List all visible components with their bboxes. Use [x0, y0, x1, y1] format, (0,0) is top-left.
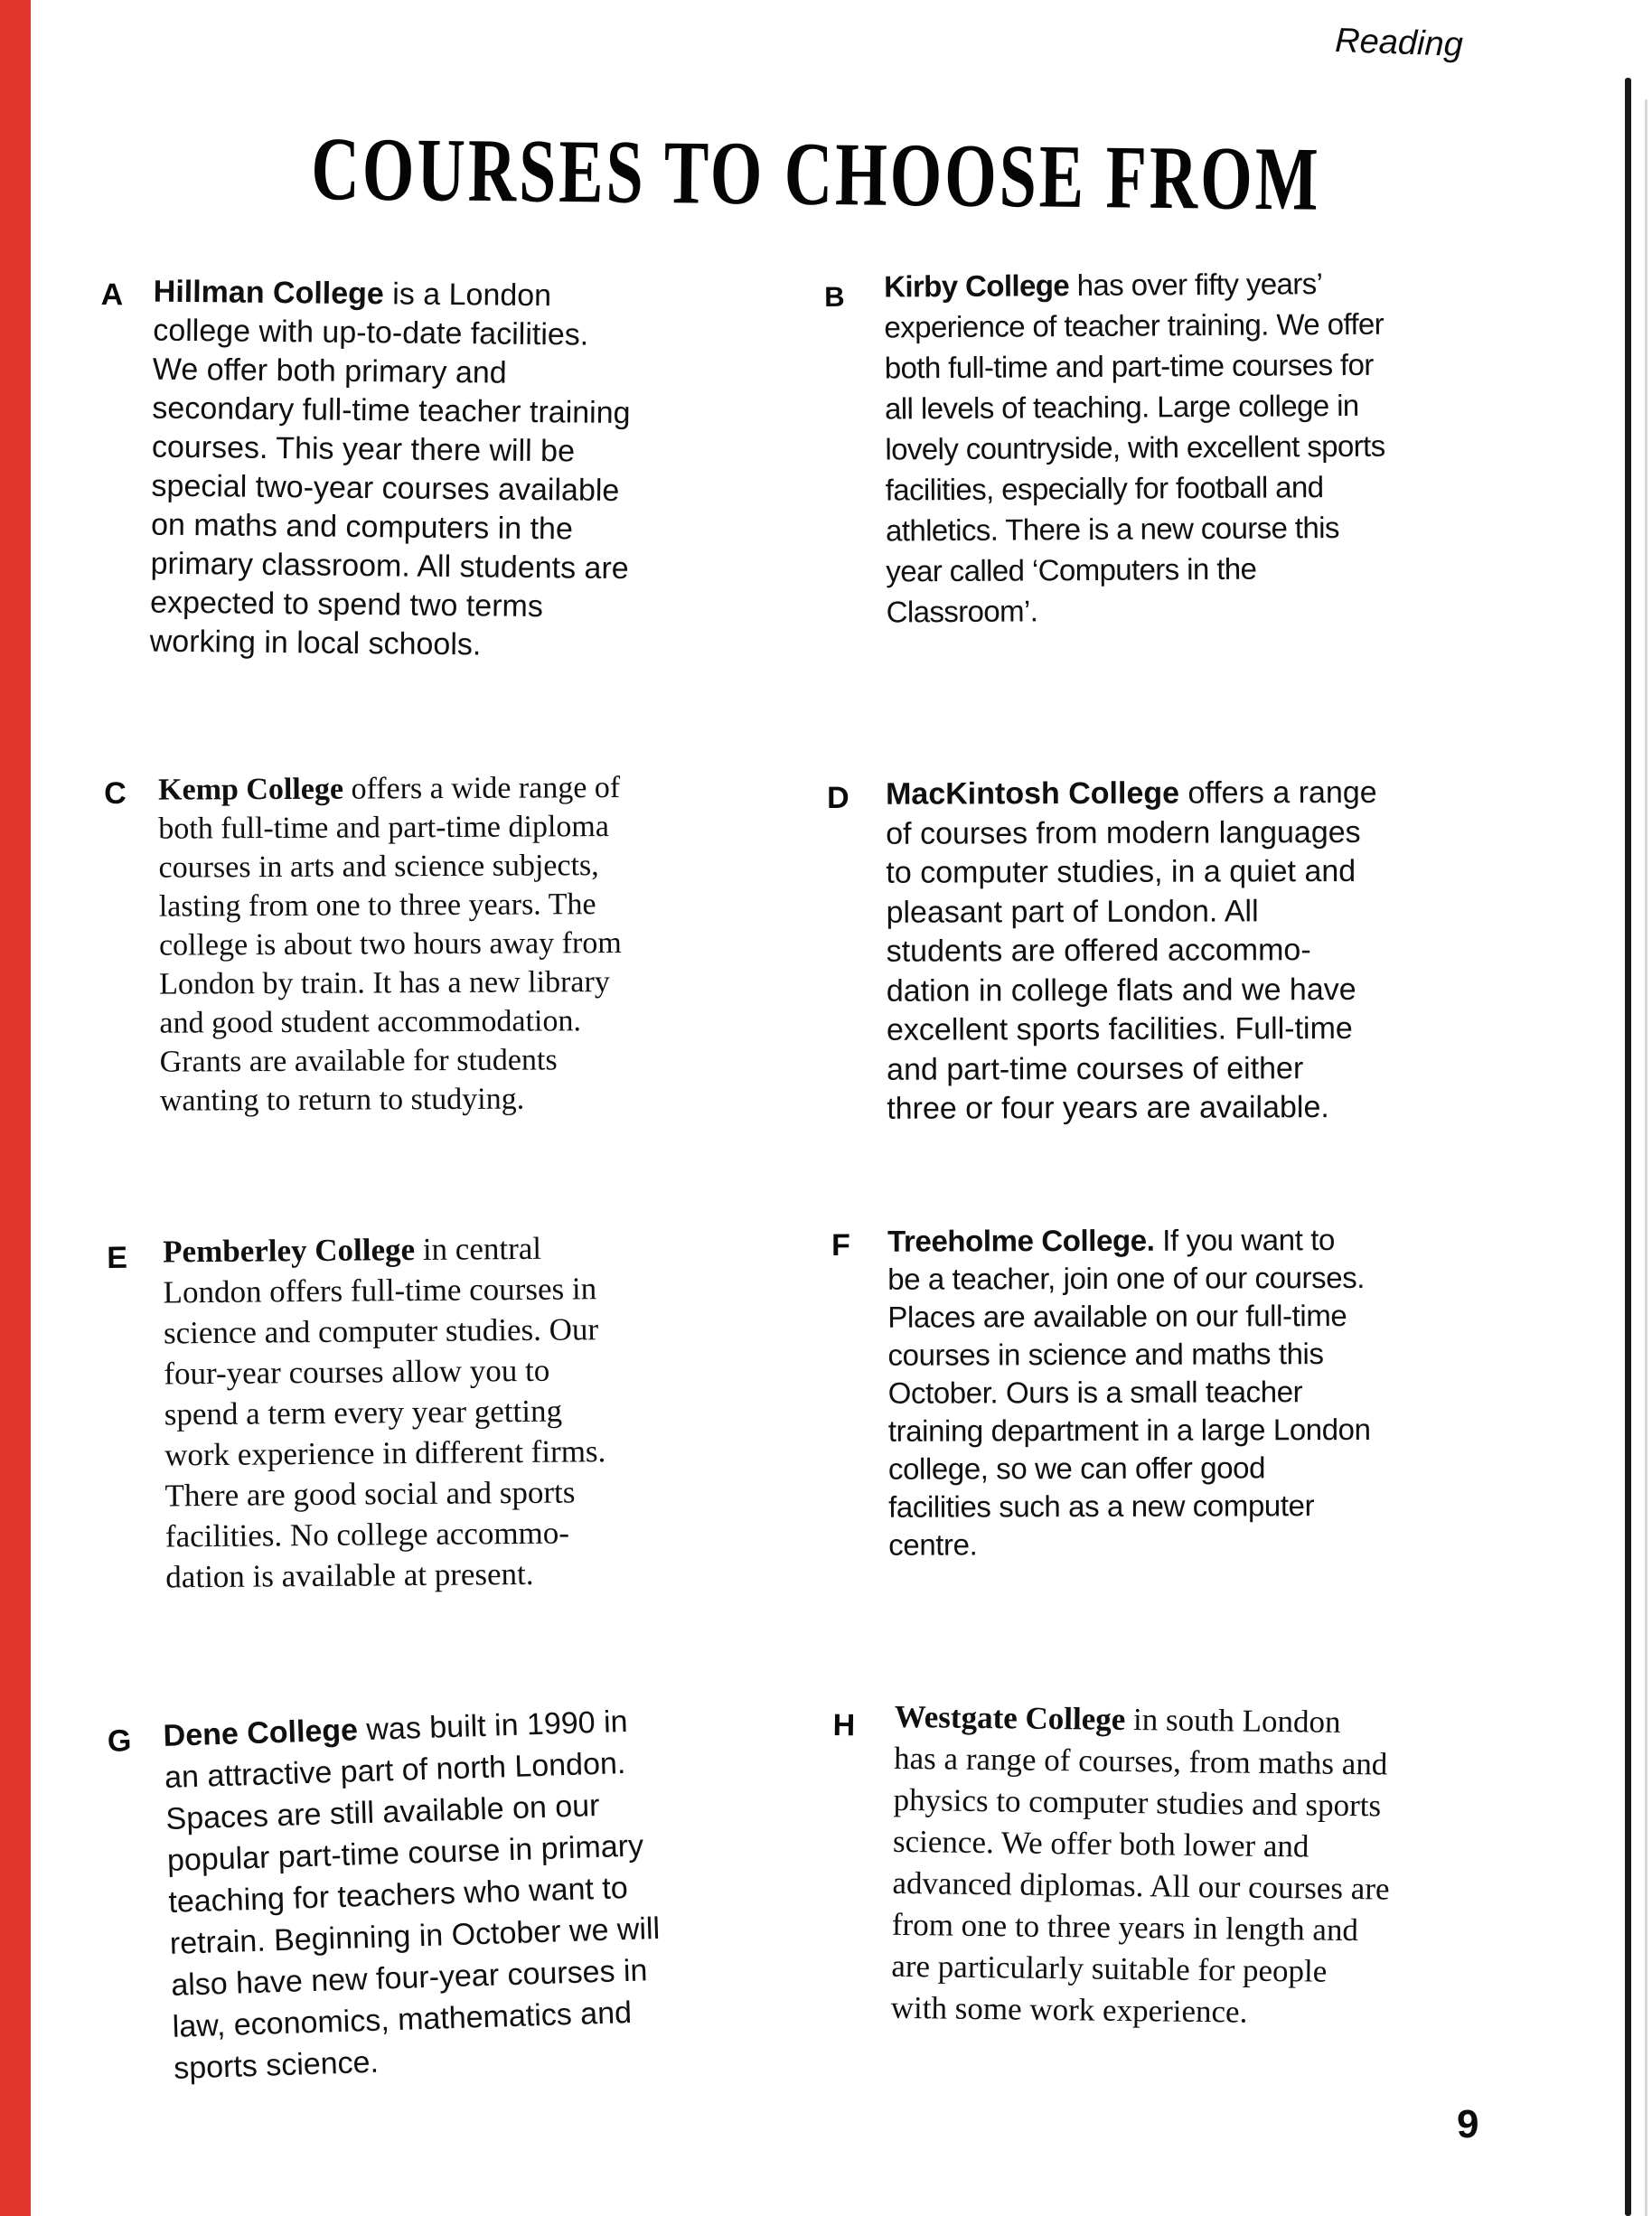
college-description-h: in south London has a range of courses, from maths and physics to computer studies and sports science. We offer both lower and advanced diplomas. All our courses are from one to three years in length and are particularly suitable for people with some work experience. — [890, 1701, 1390, 2030]
listing-d — [827, 773, 1497, 1129]
college-name-d: MacKintosh College — [886, 775, 1180, 812]
college-name-h: Westgate College — [894, 1698, 1126, 1737]
listing-c — [104, 767, 774, 1121]
college-description-e: in central London offers full-time courses in science and computer studies. Our four-year courses allow you to spend a term every year getting work experience in different firms. There are good social and sports facilities. No college accommo- dation is available at present. — [163, 1230, 606, 1595]
college-name-c: Kemp College — [158, 772, 344, 807]
listing-f — [831, 1220, 1519, 1564]
listing-a — [97, 272, 769, 668]
listing-e — [107, 1226, 779, 1598]
listing-letter-b: B — [824, 280, 845, 313]
college-name-e: Pemberley College — [163, 1232, 416, 1270]
listing-text-e — [107, 1226, 779, 1598]
right-edge-dark-line — [1625, 78, 1631, 2216]
listing-h — [830, 1695, 1502, 2036]
listing-letter-a: A — [100, 277, 124, 313]
listing-letter-f: F — [831, 1227, 850, 1263]
college-description-b: has over fifty years’ experience of teacher training. We offer both full-time and part-time courses for all levels of teaching. Large college in lovely countryside, with excellent sports facilities, especially for football and athletics. There is a new course this year called ‘Computers in the Classroom’. — [884, 267, 1385, 629]
listing-letter-g: G — [107, 1723, 132, 1759]
listing-g — [107, 1695, 805, 2091]
listing-b — [824, 262, 1514, 633]
listing-letter-h: H — [832, 1707, 856, 1743]
college-name-b: Kirby College — [884, 268, 1070, 304]
listing-text-c — [104, 767, 774, 1121]
college-description-d: offers a range of courses from modern languages to computer studies, in a quiet and pleasant part of London. All students are offered accommo- dation in college flats and we have excellent sports facilities. Full-time and part-time courses of either three or four years are available. — [886, 775, 1377, 1126]
college-name-g: Dene College — [163, 1713, 359, 1754]
college-description-f: If you want to be a teacher, join one of our courses. Places are available on our full-time courses in science and maths this October. Ours is a small teacher training department in a large London college, so we can offer good facilities such as a new computer centre. — [887, 1223, 1371, 1562]
right-edge-faint-line — [1645, 99, 1647, 2216]
listing-text-h — [830, 1695, 1502, 2036]
college-name-f: Treeholme College. — [887, 1223, 1155, 1258]
listing-letter-d: D — [827, 780, 849, 815]
college-name-a: Hillman College — [153, 274, 385, 312]
college-description-g: was built in 1990 in an attractive part of north London. Spaces are still available on our popular part-time course in primary teaching for teachers who want to retrain. Beginning in October we will also have new four-year courses in law, economics, mathematics and sports science. — [164, 1704, 661, 2086]
listing-text-a — [97, 272, 769, 668]
listing-text-b — [824, 262, 1514, 633]
college-description-c: offers a wide range of both full-time and part-time diploma courses in arts and science subjects, lasting from one to three years. The college is about two hours away from London by train. It has a new library and good student accommodation. Grants are available for students wanting to return to studying. — [158, 771, 622, 1118]
listing-text-g — [107, 1695, 805, 2091]
page-number: 9 — [1457, 2102, 1479, 2146]
listing-text-f — [831, 1220, 1519, 1564]
page-title: COURSES TO CHOOSE FROM — [310, 118, 1322, 230]
left-edge-red-strip — [0, 0, 31, 2216]
listing-letter-e: E — [107, 1240, 128, 1275]
listing-text-d — [827, 773, 1497, 1129]
college-description-a: is a London college with up-to-date facilities. We offer both primary and secondary full-time teacher training courses. This year there will be special two-year courses available on maths and computers in the primary classroom. All students are expected to spend two terms working in local schools. — [149, 277, 631, 662]
listing-letter-c: C — [104, 775, 127, 811]
section-header-label: Reading — [1334, 22, 1464, 64]
